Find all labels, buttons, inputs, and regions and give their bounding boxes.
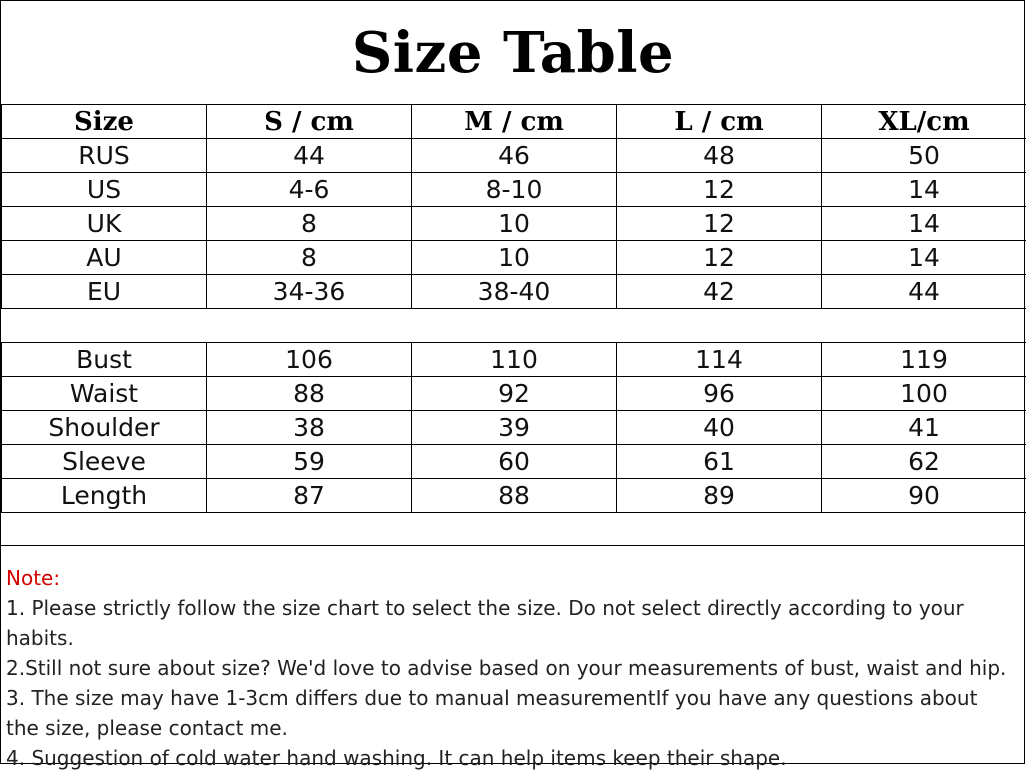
table-cell: 14 (822, 207, 1026, 241)
row-label: UK (2, 207, 207, 241)
table-cell: 8-10 (412, 173, 617, 207)
table-cell: 62 (822, 445, 1026, 479)
header-cell: L / cm (617, 105, 822, 139)
table-cell: 41 (822, 411, 1026, 445)
table-cell: 39 (412, 411, 617, 445)
row-label: Waist (2, 377, 207, 411)
table-cell: 96 (617, 377, 822, 411)
table-row (2, 207, 1026, 241)
table-row (2, 275, 1026, 309)
size-conversion-table (1, 104, 1026, 309)
row-label: AU (2, 241, 207, 275)
table-cell: 8 (207, 241, 412, 275)
note-line: 4. Suggestion of cold water hand washing. It can help items keep their shape. (6, 743, 1016, 773)
table-row (2, 479, 1026, 513)
notes-divider (1, 545, 1025, 546)
table-row (2, 173, 1026, 207)
table-row (2, 377, 1026, 411)
table-cell: 10 (412, 241, 617, 275)
row-label: RUS (2, 139, 207, 173)
page-title: Size Table (1, 1, 1025, 104)
table-cell: 12 (617, 173, 822, 207)
table-cell: 4-6 (207, 173, 412, 207)
note-line: 3. The size may have 1-3cm differs due to manual measurementIf you have any questions about the size, please contact me. (6, 683, 1016, 743)
table-cell: 87 (207, 479, 412, 513)
row-label: Bust (2, 343, 207, 377)
note-line: 2.Still not sure about size? We'd love to advise based on your measurements of bust, waist and hip. (6, 653, 1016, 683)
header-cell: M / cm (412, 105, 617, 139)
table-cell: 119 (822, 343, 1026, 377)
table-cell: 10 (412, 207, 617, 241)
table-cell: 14 (822, 241, 1026, 275)
table-cell: 90 (822, 479, 1026, 513)
table-cell: 12 (617, 241, 822, 275)
table-cell: 44 (822, 275, 1026, 309)
table-cell: 48 (617, 139, 822, 173)
measurement-table (1, 342, 1026, 513)
table-row (2, 411, 1026, 445)
header-cell: XL/cm (822, 105, 1026, 139)
table-cell: 92 (412, 377, 617, 411)
row-label: EU (2, 275, 207, 309)
row-label: Sleeve (2, 445, 207, 479)
row-label: US (2, 173, 207, 207)
table-cell: 61 (617, 445, 822, 479)
table-cell: 114 (617, 343, 822, 377)
table-header-row (2, 105, 1026, 139)
table-cell: 50 (822, 139, 1026, 173)
table-cell: 42 (617, 275, 822, 309)
table-row (2, 241, 1026, 275)
table-cell: 12 (617, 207, 822, 241)
table-row (2, 343, 1026, 377)
table-cell: 44 (207, 139, 412, 173)
notes-section (6, 563, 1016, 773)
note-line: 1. Please strictly follow the size chart to select the size. Do not select directly according to your habits. (6, 593, 1016, 653)
table-cell: 110 (412, 343, 617, 377)
table-cell: 34-36 (207, 275, 412, 309)
header-cell: Size (2, 105, 207, 139)
table-row (2, 445, 1026, 479)
header-cell: S / cm (207, 105, 412, 139)
row-label: Shoulder (2, 411, 207, 445)
table-row (2, 139, 1026, 173)
table-cell: 8 (207, 207, 412, 241)
table-cell: 14 (822, 173, 1026, 207)
table-cell: 40 (617, 411, 822, 445)
table-cell: 106 (207, 343, 412, 377)
table-cell: 88 (207, 377, 412, 411)
table-cell: 100 (822, 377, 1026, 411)
table-cell: 59 (207, 445, 412, 479)
table-cell: 89 (617, 479, 822, 513)
note-label: Note: (6, 563, 1016, 593)
table-cell: 46 (412, 139, 617, 173)
table-cell: 38-40 (412, 275, 617, 309)
table-cell: 38 (207, 411, 412, 445)
table-cell: 60 (412, 445, 617, 479)
row-label: Length (2, 479, 207, 513)
table-cell: 88 (412, 479, 617, 513)
